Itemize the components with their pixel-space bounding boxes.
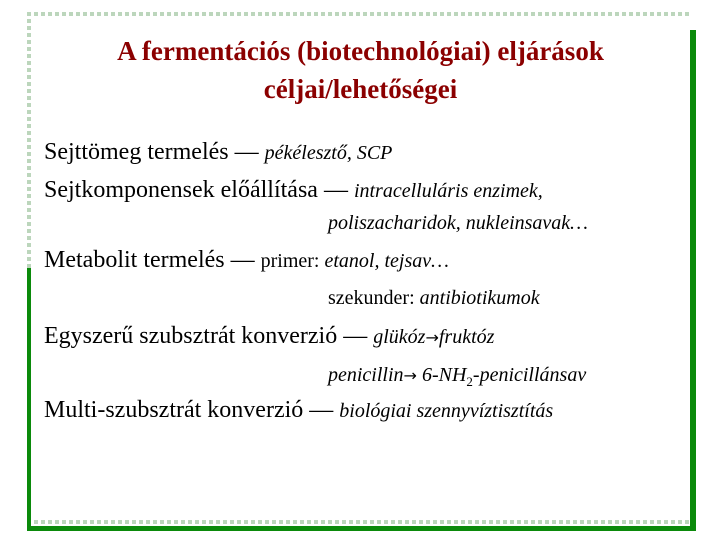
- item-detail-a: glükóz: [373, 326, 426, 348]
- right-arrow-icon: →: [425, 328, 439, 347]
- item-sub-a: penicillin: [328, 364, 404, 386]
- item-detail-b: fruktóz: [438, 326, 495, 348]
- item-detail: biológiai szennyvíztisztítás: [339, 400, 554, 422]
- item-main: Sejttömeg termelés —: [44, 139, 265, 165]
- item-main: Multi-szubsztrát konverzió —: [44, 397, 340, 423]
- item-detail: etanol, tejsav…: [324, 250, 449, 272]
- dotted-frame-bottom: [27, 520, 690, 524]
- dotted-frame-top: [27, 12, 690, 16]
- subscript-2: 2: [466, 374, 473, 389]
- item-detail-secondary: antibiotikumok: [419, 287, 540, 309]
- item-sub-c: -penicillánsav: [472, 364, 587, 386]
- item-cell-components-cont: [328, 210, 588, 236]
- item-sub-b: 6-NH: [416, 364, 467, 386]
- green-bar-right: [690, 30, 696, 530]
- item-metabolite: [44, 246, 449, 275]
- slide-title: [31, 32, 690, 108]
- item-simple-conversion-cont: [328, 362, 586, 395]
- item-main: Sejtkomponensek előállítása —: [44, 177, 354, 203]
- green-bar-left: [27, 268, 31, 530]
- item-multi-conversion: [44, 396, 553, 425]
- item-cell-components: [44, 176, 543, 205]
- item-main: Metabolit termelés —: [44, 247, 261, 273]
- item-detail-cont: poliszacharidok, nukleinsavak…: [328, 212, 588, 234]
- item-detail: intracelluláris enzimek,: [353, 180, 543, 202]
- item-detail: pékélesztő, SCP: [264, 142, 393, 164]
- item-simple-conversion: [44, 322, 494, 352]
- green-bar-bottom: [27, 526, 696, 531]
- item-biomass: [44, 138, 392, 167]
- title-line-2: céljai/lehetőségei: [263, 74, 458, 104]
- title-line-1: A fermentációs (biotechnológiai) eljárások: [117, 36, 604, 66]
- item-label-secondary: szekunder:: [328, 287, 420, 309]
- item-label-primary: primer:: [260, 250, 325, 272]
- item-main: Egyszerű szubsztrát konverzió —: [44, 323, 374, 349]
- item-metabolite-secondary: [328, 285, 540, 311]
- right-arrow-icon: →: [403, 366, 417, 385]
